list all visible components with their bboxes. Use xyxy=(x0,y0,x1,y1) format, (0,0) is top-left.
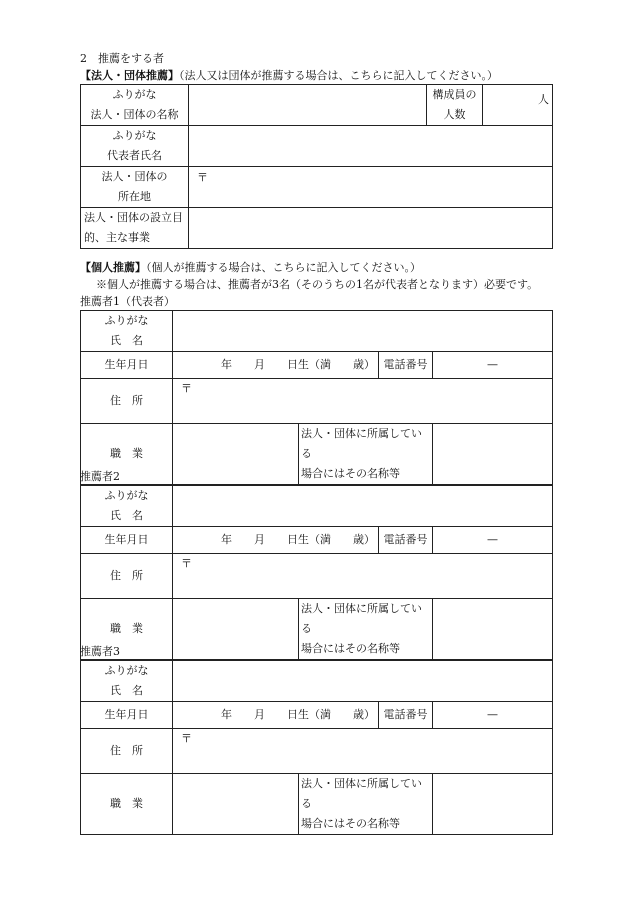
organization-label: 法人・団体に所属している 場合にはその名称等 xyxy=(299,774,433,835)
phone-label: 電話番号 xyxy=(379,352,433,379)
members-field[interactable] xyxy=(483,85,553,126)
address-field[interactable] xyxy=(173,554,553,599)
furigana-name-label: ふりがな 氏 名 xyxy=(81,661,173,702)
recommender-3-table xyxy=(80,660,553,835)
postal-mark: 〒 xyxy=(181,557,192,570)
representative-field[interactable] xyxy=(189,126,553,167)
job-label: 職 業 xyxy=(81,424,173,485)
representative-label: ふりがな 代表者氏名 xyxy=(81,126,189,167)
individual-heading-bold: 【個人推薦】 xyxy=(80,261,146,274)
individual-note: ※個人が推薦する場合は、推薦者が3名（そのうちの1名が代表者となります）必要です。 xyxy=(96,278,539,291)
job-field[interactable] xyxy=(173,774,299,835)
birth-label: 生年月日 xyxy=(81,702,173,729)
furigana-name-label: ふりがな 氏 名 xyxy=(81,311,173,352)
job-field[interactable] xyxy=(173,424,299,485)
corporate-name-field[interactable] xyxy=(189,85,427,126)
corporate-heading-note: （法人又は団体が推薦する場合は、こちらに記入してください。） xyxy=(179,69,498,82)
organization-field[interactable] xyxy=(433,599,553,660)
birth-field[interactable]: 年 月 日生（満 歳） xyxy=(173,702,379,729)
corporate-heading xyxy=(80,69,498,82)
phone-field[interactable]: — xyxy=(433,352,553,379)
corporate-table xyxy=(80,84,553,249)
name-field[interactable] xyxy=(173,486,553,527)
birth-label: 生年月日 xyxy=(81,352,173,379)
organization-label: 法人・団体に所属している 場合にはその名称等 xyxy=(299,599,433,660)
address-field[interactable] xyxy=(173,379,553,424)
job-label: 職 業 xyxy=(81,599,173,660)
birth-label: 生年月日 xyxy=(81,527,173,554)
section-heading: 2 推薦をする者 xyxy=(80,52,164,65)
recommender-2-table xyxy=(80,485,553,660)
members-label: 構成員の 人数 xyxy=(427,85,483,126)
job-field[interactable] xyxy=(173,599,299,660)
organization-field[interactable] xyxy=(433,424,553,485)
postal-mark: 〒 xyxy=(197,171,208,184)
organization-label: 法人・団体に所属している 場合にはその名称等 xyxy=(299,424,433,485)
name-field[interactable] xyxy=(173,311,553,352)
phone-label: 電話番号 xyxy=(379,527,433,554)
postal-mark: 〒 xyxy=(181,732,192,745)
recommender-2-title: 推薦者2 xyxy=(80,470,120,483)
purpose-label: 法人・団体の設立目 的、主な事業 xyxy=(81,208,189,249)
phone-label: 電話番号 xyxy=(379,702,433,729)
members-unit: 人 xyxy=(538,93,549,106)
corporate-heading-bold: 【法人・団体推薦】 xyxy=(80,69,179,82)
birth-field[interactable]: 年 月 日生（満 歳） xyxy=(173,527,379,554)
purpose-field[interactable] xyxy=(189,208,553,249)
corporate-address-field[interactable] xyxy=(189,167,553,208)
corporate-name-label: ふりがな 法人・団体の名称 xyxy=(81,85,189,126)
individual-heading-note: （個人が推薦する場合は、こちらに記入してください。） xyxy=(146,261,421,274)
job-label: 職 業 xyxy=(81,774,173,835)
recommender-3-title: 推薦者3 xyxy=(80,645,120,658)
address-label: 住 所 xyxy=(81,729,173,774)
recommender-1-table xyxy=(80,310,553,485)
address-label: 住 所 xyxy=(81,379,173,424)
name-field[interactable] xyxy=(173,661,553,702)
recommender-1-title: 推薦者1（代表者） xyxy=(80,295,175,308)
address-label: 住 所 xyxy=(81,554,173,599)
birth-field[interactable]: 年 月 日生（満 歳） xyxy=(173,352,379,379)
individual-heading xyxy=(80,261,421,274)
address-field[interactable] xyxy=(173,729,553,774)
furigana-name-label: ふりがな 氏 名 xyxy=(81,486,173,527)
phone-field[interactable]: — xyxy=(433,527,553,554)
corporate-address-label: 法人・団体の 所在地 xyxy=(81,167,189,208)
phone-field[interactable]: — xyxy=(433,702,553,729)
organization-field[interactable] xyxy=(433,774,553,835)
postal-mark: 〒 xyxy=(181,382,192,395)
